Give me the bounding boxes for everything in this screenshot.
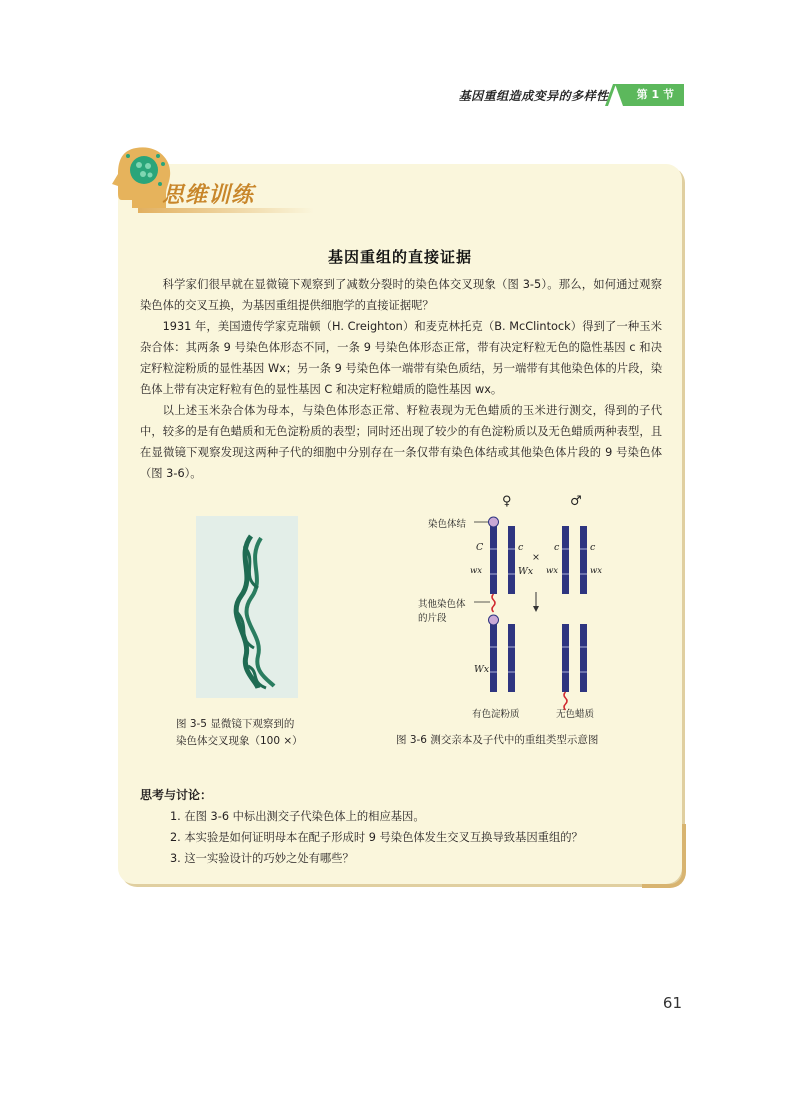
gene-label: Wx bbox=[518, 566, 534, 577]
page-number: 61 bbox=[662, 994, 682, 1012]
article-title: 基因重组的直接证据 bbox=[327, 248, 472, 266]
discussion-list bbox=[170, 806, 583, 869]
figure-3-6-diagram bbox=[414, 492, 644, 724]
male-symbol: ♂ bbox=[570, 494, 582, 509]
gene-label: C bbox=[476, 542, 484, 553]
caption-line: 图 3-5 显微镜下观察到的 bbox=[176, 718, 295, 730]
female-symbol: ♀ bbox=[502, 494, 512, 509]
gene-label: Wx bbox=[474, 664, 490, 675]
discussion-item: 1. 在图 3-6 中标出测交子代染色体上的相应基因。 bbox=[170, 810, 425, 823]
figure-3-5-caption bbox=[176, 716, 303, 750]
segment-label: 的片段 bbox=[418, 613, 447, 624]
paragraph: 科学家们很早就在显微镜下观察到了减数分裂时的染色体交叉现象（图 3-5）。那么，如何通过观察染色体的交叉互换，为基因重组提供细胞学的直接证据呢？ bbox=[140, 278, 662, 312]
offspring-label: 有色淀粉质 bbox=[472, 709, 520, 720]
section-title: 基因重组造成变异的多样性 bbox=[458, 88, 609, 103]
body-text bbox=[140, 274, 662, 484]
gene-label: c bbox=[518, 542, 524, 553]
segment-label: 其他染色体 bbox=[418, 599, 466, 610]
title-underline bbox=[138, 208, 314, 213]
panel-corner-decoration bbox=[642, 824, 686, 888]
discussion-title: 思考与讨论： bbox=[140, 788, 213, 802]
discussion-item: 2. 本实验是如何证明母本在配子形成时 9 号染色体发生交叉互换导致基因重组的？ bbox=[170, 831, 583, 844]
cross-symbol: × bbox=[532, 552, 540, 563]
gene-label: wx bbox=[590, 566, 603, 576]
figure-3-6-caption: 图 3-6 测交亲本及子代中的重组类型示意图 bbox=[396, 734, 599, 746]
gene-label: wx bbox=[470, 566, 483, 576]
gene-label: wx bbox=[546, 566, 559, 576]
running-header bbox=[459, 84, 684, 106]
offspring-label: 无色蜡质 bbox=[556, 709, 595, 720]
section-badge: 第 1 节 bbox=[623, 84, 684, 106]
caption-line: 染色体交叉现象（100 ×） bbox=[176, 735, 303, 747]
micrograph-image bbox=[196, 516, 298, 698]
thinking-training-panel bbox=[118, 164, 682, 884]
paragraph: 1931 年，美国遗传学家克瑞顿（H. Creighton）和麦克林托克（B. McClintock）得到了一种玉米杂合体：其两条 9 号染色体形态不同，一条 9 号染色体形态正常，带有决定籽粒无色的隐性基因 c 和决定籽粒淀粉质的显性基因 Wx；另一条 9 号染色体一端带有染色质结，另一端带有其他染色体的片段，染色体上带有决定籽粒有色的显性基因 C 和决定籽粒蜡质的隐性基因 wx。 bbox=[140, 320, 662, 396]
gene-label: c bbox=[554, 542, 560, 553]
paragraph: 以上述玉米杂合体为母本，与染色体形态正常、籽粒表现为无色蜡质的玉米进行测交，得到的子代中，较多的是有色蜡质和无色淀粉质的表型；同时还出现了较少的有色淀粉质以及无色蜡质两种表型，且在显微镜下观察发现这两种子代的细胞中分别存在一条仅带有染色体结或其他染色体片段的 9 号染色体（图 3-6）。 bbox=[140, 404, 662, 480]
discussion-item: 3. 这一实验设计的巧妙之处有哪些？ bbox=[170, 852, 354, 865]
panel-label: 思维训练 bbox=[162, 183, 255, 208]
knob-label: 染色体结 bbox=[428, 519, 467, 530]
gene-label: c bbox=[590, 542, 596, 553]
